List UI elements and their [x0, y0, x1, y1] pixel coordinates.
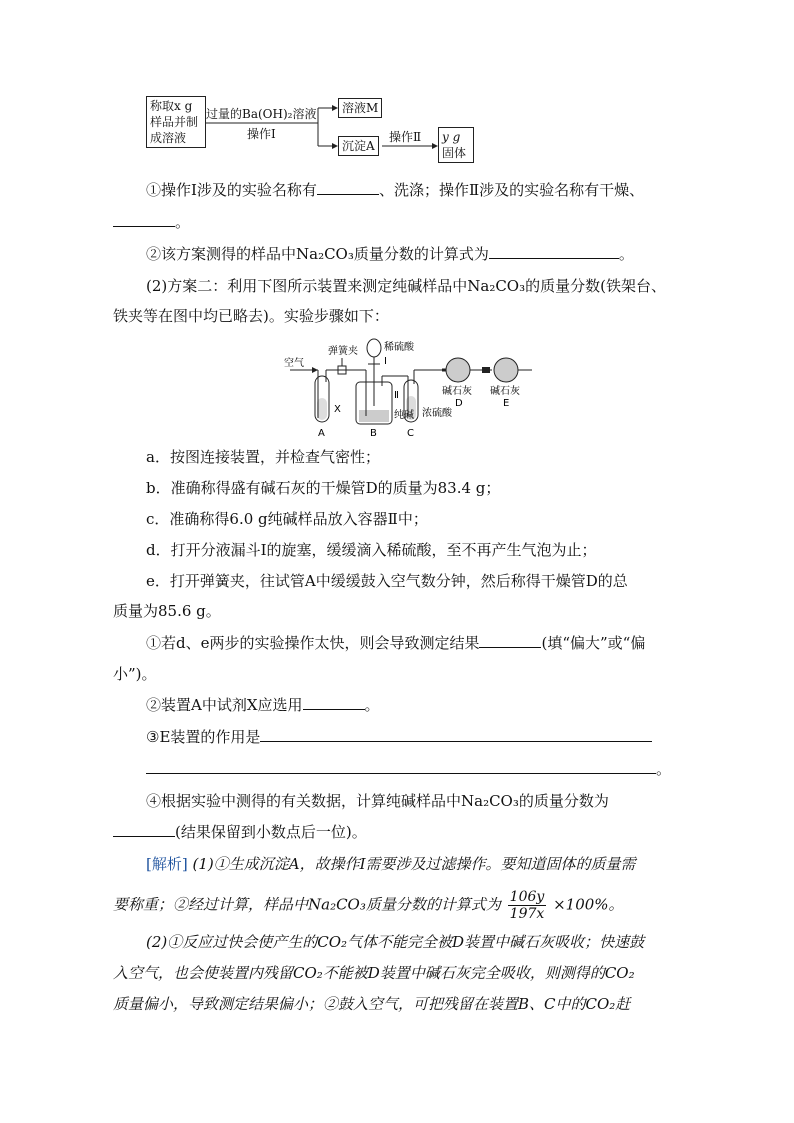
- step-c: c．准确称得6.0 g纯碱样品放入容器Ⅱ中；: [146, 510, 428, 528]
- q1-text: 、洗涤；操作Ⅱ涉及的实验名称有干燥、: [378, 181, 645, 199]
- step-b: b．准确称得盛有碱石灰的干燥管D的质量为83.4 g；: [146, 479, 501, 497]
- fraction-denominator: 197x: [509, 906, 545, 922]
- solution-text: (1)①生成沉淀A，故操作Ⅰ需要涉及过滤操作。要知道固体的质量需: [192, 855, 636, 873]
- solution-line1: [146, 854, 636, 874]
- apparatus-diagram: [270, 336, 560, 440]
- sub-text: (填“偏大”或“偏: [541, 634, 646, 652]
- answer-blank[interactable]: [479, 633, 541, 648]
- sub1-line1: [146, 633, 645, 653]
- solution-line4: 入空气，也会使装置内残留CO₂不能被D装置中碱石灰完全吸收，则测得的CO₂: [113, 964, 635, 982]
- arrow1-top-label: 过量的Ba(OH)₂溶液: [206, 107, 317, 121]
- precipitate-a-box: 沉淀A: [338, 136, 379, 156]
- label-container: Ⅱ: [394, 390, 399, 401]
- sub4-line1: ④根据实验中测得的有关数据，计算纯碱样品中Na₂CO₃的质量分数为: [146, 792, 609, 810]
- sub3-line1: [146, 727, 652, 747]
- step-a: a．按图连接装置，并检查气密性；: [146, 448, 380, 466]
- label-d: D: [455, 398, 463, 409]
- answer-blank[interactable]: [113, 822, 175, 837]
- answer-blank[interactable]: [146, 759, 656, 774]
- q2-line1: (2)方案二：利用下图所示装置来测定纯碱样品中Na₂CO₃的质量分数(铁架台、: [146, 277, 666, 295]
- flowchart-arrows: [0, 0, 794, 200]
- solution-m-box: 溶液M: [338, 98, 382, 118]
- solid-box-line: 固体: [442, 146, 467, 160]
- solid-box: [438, 127, 474, 163]
- op2-label: 操作Ⅱ: [389, 130, 422, 144]
- step-e-line1: e．打开弹簧夹，往试管A中缓缓鼓入空气数分钟，然后称得干燥管D的总: [146, 572, 628, 590]
- label-conc-acid: 浓硫酸: [422, 408, 452, 419]
- label-b: B: [370, 428, 377, 439]
- fraction: [508, 889, 547, 922]
- step-d: d．打开分液漏斗Ⅰ的旋塞，缓缓滴入稀硫酸，至不再产生气泡为止；: [146, 541, 597, 559]
- sub2: [146, 695, 380, 715]
- answer-blank[interactable]: [113, 212, 175, 227]
- q1-line1: [146, 180, 644, 200]
- answer-blank[interactable]: [317, 180, 379, 195]
- sub3-line2: [146, 759, 671, 779]
- q2-line2: 铁夹等在图中均已略去)。实验步骤如下：: [113, 307, 389, 325]
- label-spring-clip: 弹簧夹: [328, 346, 358, 357]
- label-funnel: Ⅰ: [384, 356, 387, 367]
- label-lime-d: 碱石灰: [442, 386, 472, 397]
- solution-line2: [113, 889, 624, 922]
- solution-tag: [解析]: [146, 855, 188, 873]
- label-lime-e: 碱石灰: [490, 386, 520, 397]
- sub-text: ②装置A中试剂X应选用: [146, 696, 303, 714]
- sub-text: (结果保留到小数点后一位)。: [175, 823, 367, 841]
- answer-blank[interactable]: [489, 244, 619, 259]
- label-e: E: [503, 398, 510, 409]
- sub4-line2: [113, 822, 367, 842]
- sub-text: 。: [364, 696, 380, 714]
- fraction-numerator: 106y: [509, 889, 545, 905]
- answer-blank[interactable]: [303, 695, 365, 710]
- label-soda: 纯碱: [394, 410, 414, 421]
- q1-text: 。: [175, 213, 191, 231]
- sub-text: 。: [656, 760, 672, 778]
- label-air: 空气: [284, 358, 304, 369]
- step-e-line2: 质量为85.6 g。: [113, 602, 221, 620]
- start-box-line: 成溶液: [150, 131, 187, 145]
- sub-text: ③E装置的作用是: [146, 728, 261, 746]
- label-c: C: [407, 428, 414, 439]
- sub-text: ①若d、e两步的实验操作太快，则会导致测定结果: [146, 634, 480, 652]
- solution-line5: 质量偏小，导致测定结果偏小；②鼓入空气，可把残留在装置B、C中的CO₂赶: [113, 995, 631, 1013]
- solution-text: ×100%。: [553, 895, 624, 914]
- arrow1-bottom-label: 操作Ⅰ: [247, 127, 276, 141]
- answer-blank[interactable]: [260, 727, 652, 742]
- q1-text: ②该方案测得的样品中Na₂CO₃质量分数的计算式为: [146, 245, 489, 263]
- start-box-line: 称取x g: [150, 99, 193, 113]
- solid-box-line: y g: [442, 130, 461, 144]
- solution-line3: (2)①反应过快会使产生的CO₂气体不能完全被D装置中碱石灰吸收；快速鼓: [146, 933, 645, 951]
- q1-line2: [113, 212, 190, 232]
- start-box-line: 样品并制: [150, 115, 199, 129]
- q1-text: ①操作Ⅰ涉及的实验名称有: [146, 181, 317, 199]
- label-reagent-x: X: [334, 404, 341, 415]
- sub1-line2: 小”)。: [113, 665, 157, 683]
- q1-line3: [146, 244, 634, 264]
- label-a: A: [318, 428, 325, 439]
- label-dilute-acid: 稀硫酸: [384, 342, 414, 353]
- solution-text: 要称重；②经过计算，样品中Na₂CO₃质量分数的计算式为: [113, 895, 501, 914]
- q1-text: 。: [618, 245, 634, 263]
